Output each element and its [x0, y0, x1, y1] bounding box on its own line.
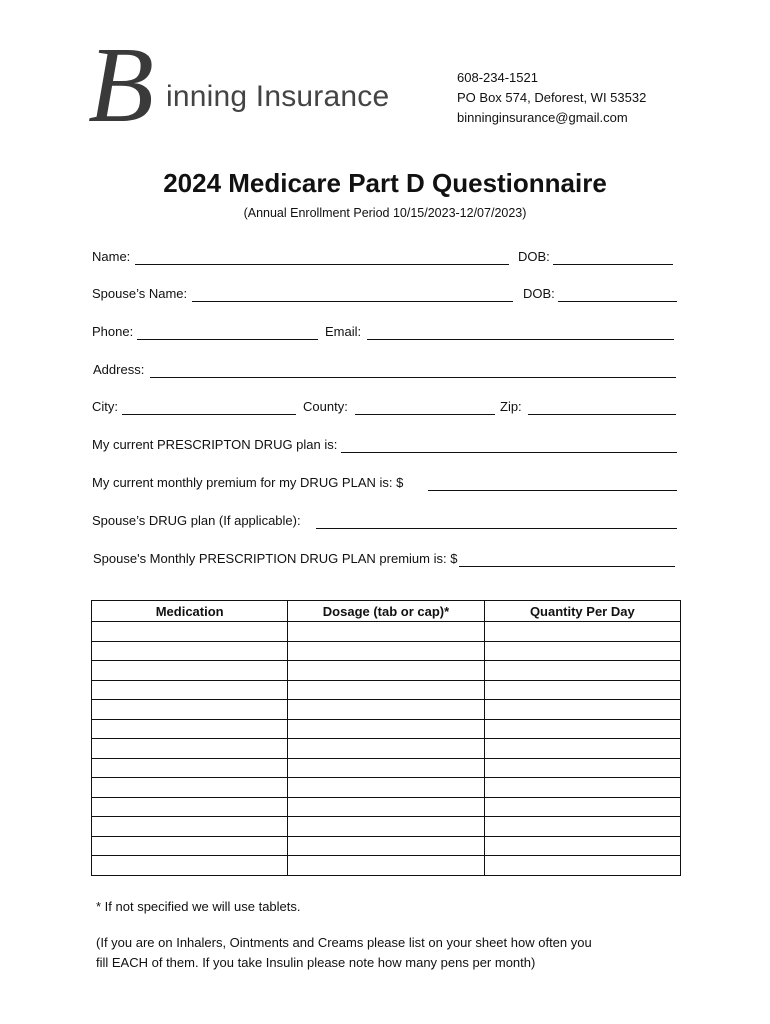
- table-row: [92, 661, 681, 681]
- medication-cell[interactable]: [92, 700, 288, 720]
- quantity-cell[interactable]: [484, 856, 680, 876]
- spouse-premium-label: Spouse's Monthly PRESCRIPTION DRUG PLAN premium is: $: [93, 551, 458, 566]
- table-row: [92, 856, 681, 876]
- name-row: [92, 249, 682, 269]
- spouse-name-label: Spouse’s Name:: [92, 286, 188, 301]
- county-label: County:: [303, 399, 348, 414]
- dosage-cell[interactable]: [288, 661, 484, 681]
- dosage-column-header: Dosage (tab or cap)*: [288, 601, 484, 622]
- medication-cell[interactable]: [92, 778, 288, 798]
- company-logo: [88, 26, 418, 150]
- quantity-cell[interactable]: [484, 622, 680, 642]
- spouse-plan-row: [92, 513, 682, 533]
- current-plan-label: My current PRESCRIPTON DRUG plan is:: [92, 437, 338, 452]
- medication-cell[interactable]: [92, 641, 288, 661]
- inhalers-note-line-1: (If you are on Inhalers, Ointments and Creams please list on your sheet how often you: [96, 935, 592, 950]
- quantity-cell[interactable]: [484, 797, 680, 817]
- address-field[interactable]: [150, 377, 676, 378]
- county-field[interactable]: [355, 414, 495, 415]
- current-premium-label: My current monthly premium for my DRUG PLAN is: $: [92, 475, 404, 490]
- spouse-dob-label: DOB:: [523, 286, 555, 301]
- quantity-cell[interactable]: [484, 680, 680, 700]
- medication-cell[interactable]: [92, 836, 288, 856]
- dosage-cell[interactable]: [288, 719, 484, 739]
- spouse-plan-field[interactable]: [316, 528, 677, 529]
- medication-cell[interactable]: [92, 758, 288, 778]
- dosage-cell[interactable]: [288, 622, 484, 642]
- dob-label: DOB:: [518, 249, 550, 264]
- dosage-cell[interactable]: [288, 817, 484, 837]
- page-subtitle: (Annual Enrollment Period 10/15/2023-12/07/2023): [243, 206, 527, 220]
- email-label: Email:: [325, 324, 362, 339]
- current-plan-field[interactable]: [341, 452, 677, 453]
- current-premium-field[interactable]: [428, 490, 677, 491]
- medication-cell[interactable]: [92, 719, 288, 739]
- zip-label: Zip:: [500, 399, 522, 414]
- dosage-cell[interactable]: [288, 700, 484, 720]
- name-field[interactable]: [135, 264, 509, 265]
- contact-info: [457, 68, 646, 128]
- inhalers-note: [96, 933, 592, 973]
- quantity-cell[interactable]: [484, 817, 680, 837]
- address-row: [93, 362, 683, 382]
- table-row: [92, 622, 681, 642]
- table-row: [92, 836, 681, 856]
- contact-email: binninginsurance@gmail.com: [457, 110, 628, 125]
- table-row: [92, 680, 681, 700]
- medication-cell[interactable]: [92, 680, 288, 700]
- spouse-premium-row: [93, 551, 683, 571]
- quantity-cell[interactable]: [484, 758, 680, 778]
- city-county-zip-row: [92, 399, 682, 419]
- table-row: [92, 817, 681, 837]
- phone-field[interactable]: [137, 339, 318, 340]
- quantity-cell[interactable]: [484, 700, 680, 720]
- spouse-plan-label: Spouse’s DRUG plan (If applicable):: [92, 513, 301, 528]
- name-label: Name:: [92, 249, 131, 264]
- spouse-dob-field[interactable]: [558, 301, 677, 302]
- dob-field[interactable]: [553, 264, 673, 265]
- table-row: [92, 758, 681, 778]
- dosage-cell[interactable]: [288, 856, 484, 876]
- table-row: [92, 719, 681, 739]
- medication-cell[interactable]: [92, 817, 288, 837]
- zip-field[interactable]: [528, 414, 676, 415]
- table-row: [92, 641, 681, 661]
- medication-cell[interactable]: [92, 661, 288, 681]
- quantity-cell[interactable]: [484, 719, 680, 739]
- quantity-cell[interactable]: [484, 778, 680, 798]
- current-plan-row: [92, 437, 682, 457]
- dosage-cell[interactable]: [288, 778, 484, 798]
- table-row: [92, 739, 681, 759]
- address-label: Address:: [93, 362, 145, 377]
- medication-column-header: Medication: [92, 601, 288, 622]
- tablets-note: * If not specified we will use tablets.: [96, 899, 301, 914]
- contact-address: PO Box 574, Deforest, WI 53532: [457, 90, 647, 105]
- table-row: [92, 778, 681, 798]
- quantity-cell[interactable]: [484, 836, 680, 856]
- dosage-cell[interactable]: [288, 758, 484, 778]
- spouse-name-field[interactable]: [192, 301, 513, 302]
- phone-email-row: [92, 324, 682, 344]
- dosage-cell[interactable]: [288, 739, 484, 759]
- dosage-cell[interactable]: [288, 680, 484, 700]
- inhalers-note-line-2: fill EACH of them. If you take Insulin please note how many pens per month): [96, 955, 536, 970]
- page-title: 2024 Medicare Part D Questionnaire: [163, 168, 607, 198]
- table-header-row: [92, 601, 681, 622]
- contact-phone: 608-234-1521: [457, 70, 538, 85]
- logo-initial: B: [88, 26, 154, 145]
- quantity-cell[interactable]: [484, 641, 680, 661]
- medication-cell[interactable]: [92, 622, 288, 642]
- dosage-cell[interactable]: [288, 836, 484, 856]
- quantity-cell[interactable]: [484, 661, 680, 681]
- table-row: [92, 797, 681, 817]
- medication-cell[interactable]: [92, 856, 288, 876]
- spouse-name-row: [92, 286, 682, 306]
- quantity-column-header: Quantity Per Day: [484, 601, 680, 622]
- current-premium-row: [92, 475, 682, 495]
- quantity-cell[interactable]: [484, 739, 680, 759]
- email-field[interactable]: [367, 339, 674, 340]
- dosage-cell[interactable]: [288, 797, 484, 817]
- spouse-premium-field[interactable]: [459, 566, 675, 567]
- city-label: City:: [92, 399, 118, 414]
- city-field[interactable]: [122, 414, 296, 415]
- medication-table: [91, 600, 681, 876]
- table-row: [92, 700, 681, 720]
- medication-cell[interactable]: [92, 739, 288, 759]
- logo-text: inning Insurance: [166, 80, 390, 113]
- phone-label: Phone:: [92, 324, 134, 339]
- medication-cell[interactable]: [92, 797, 288, 817]
- dosage-cell[interactable]: [288, 641, 484, 661]
